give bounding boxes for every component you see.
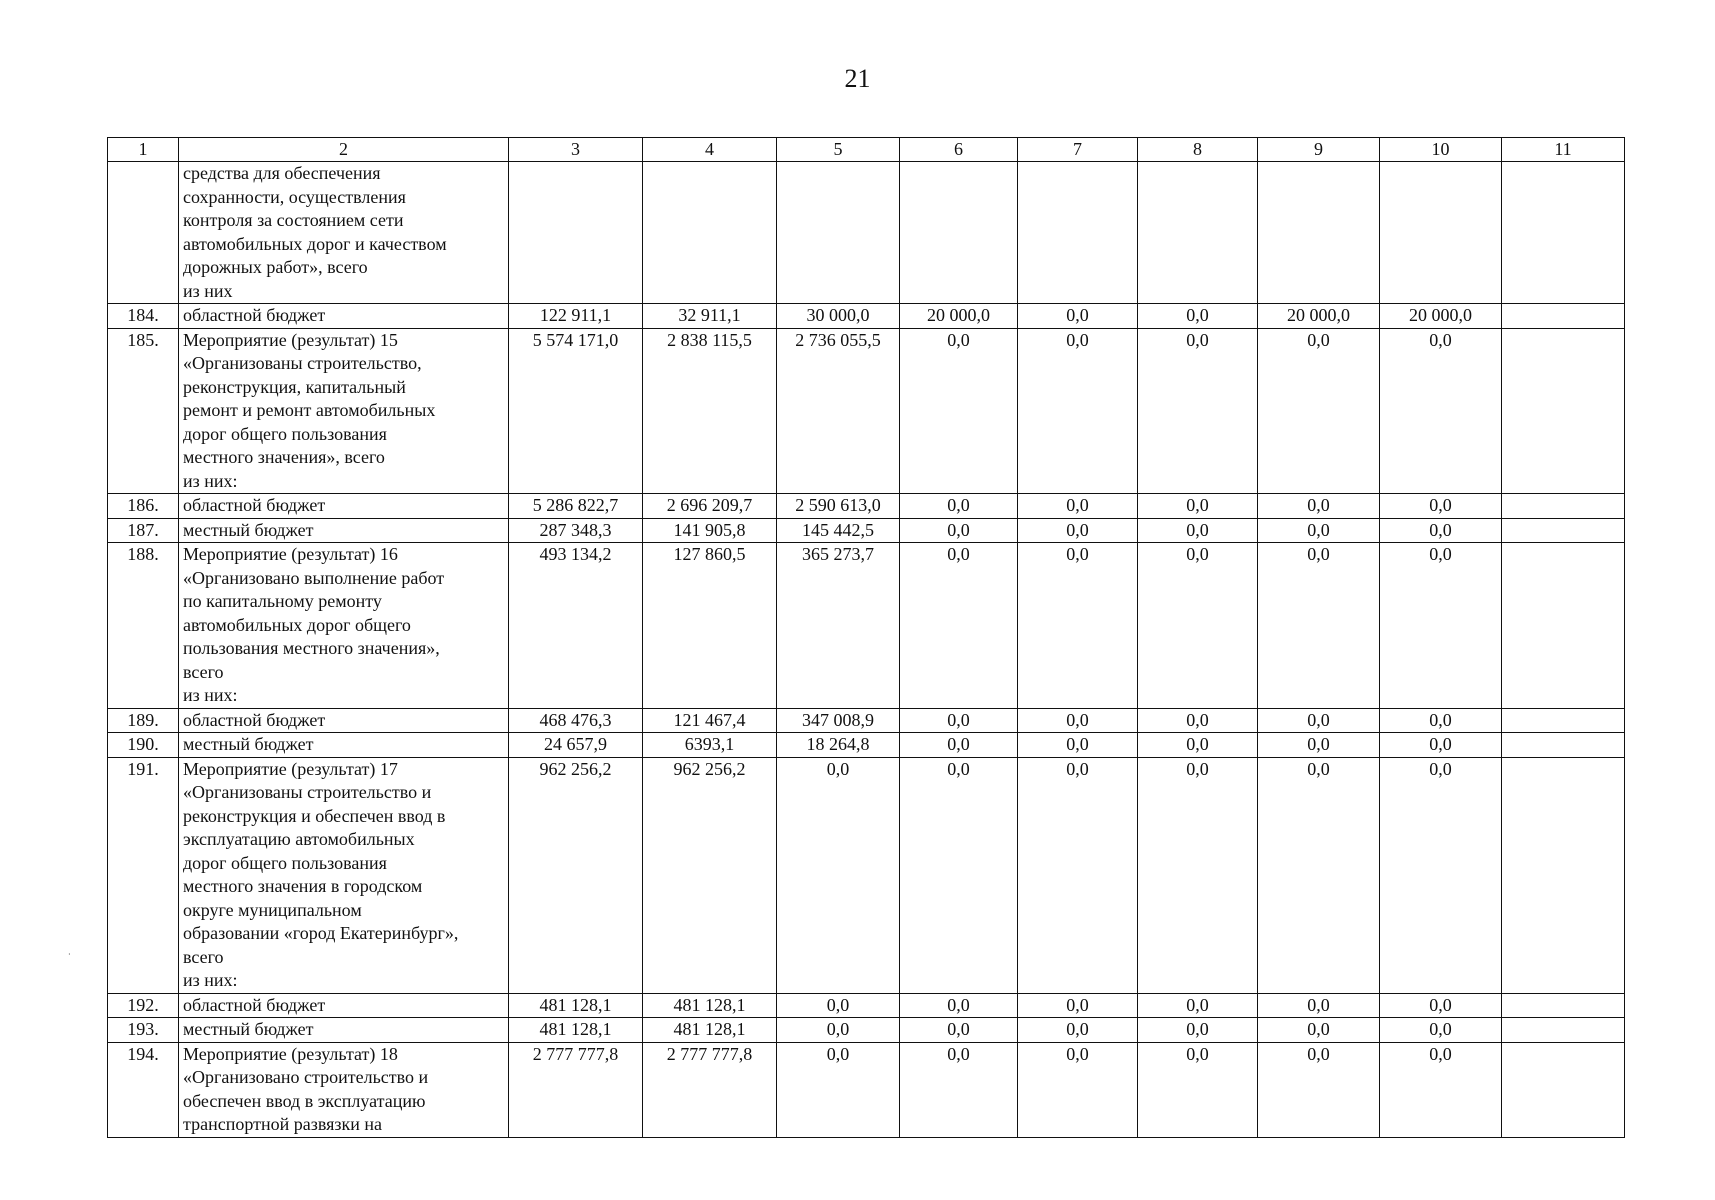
value-cell: 0,0 (1258, 757, 1380, 993)
description-line: округе муниципальном (183, 899, 362, 920)
value-cell: 0,0 (900, 543, 1018, 709)
value-cell: 0,0 (777, 1042, 900, 1137)
value-cell: 20 000,0 (900, 304, 1018, 329)
value-cell: 0,0 (1380, 733, 1502, 758)
value-cell (1502, 757, 1625, 993)
value-cell: 5 574 171,0 (509, 328, 643, 494)
value-cell: 962 256,2 (509, 757, 643, 993)
table-row (108, 543, 1625, 709)
value-cell: 0,0 (1380, 1042, 1502, 1137)
value-cell: 0,0 (900, 1018, 1018, 1043)
value-cell (509, 162, 643, 304)
row-number-cell: 185. (108, 328, 179, 494)
value-cell: 468 476,3 (509, 708, 643, 733)
value-cell (1502, 993, 1625, 1018)
description-cell (179, 708, 509, 733)
value-cell (1502, 162, 1625, 304)
value-cell: 0,0 (1258, 733, 1380, 758)
header-cell: 10 (1380, 138, 1502, 162)
value-cell: 0,0 (1258, 1042, 1380, 1137)
value-cell: 141 905,8 (643, 518, 777, 543)
value-cell (1502, 1018, 1625, 1043)
value-cell (1502, 328, 1625, 494)
description-line: из них: (183, 685, 238, 705)
value-cell: 0,0 (1138, 757, 1258, 993)
value-cell (1380, 162, 1502, 304)
value-cell (1502, 518, 1625, 543)
value-cell: 0,0 (900, 1042, 1018, 1137)
header-cell: 4 (643, 138, 777, 162)
table-row (108, 708, 1625, 733)
value-cell: 0,0 (1258, 708, 1380, 733)
description-line: средства для обеспечения (183, 163, 381, 183)
value-cell: 0,0 (1138, 518, 1258, 543)
description-cell (179, 543, 509, 709)
value-cell: 0,0 (1018, 543, 1138, 709)
row-number-cell: 193. (108, 1018, 179, 1043)
table-row (108, 518, 1625, 543)
description-line: областной бюджет (183, 994, 326, 1015)
description-line: «Организованы строительство, (183, 353, 422, 373)
value-cell: 481 128,1 (643, 1018, 777, 1043)
description-line: «Организовано выполнение работ (183, 567, 445, 588)
value-cell: 0,0 (1258, 494, 1380, 519)
description-line: образовании «город Екатеринбург», (183, 923, 459, 943)
budget-table (107, 137, 1625, 1138)
value-cell: 32 911,1 (643, 304, 777, 329)
row-number-cell (108, 162, 179, 304)
table-row (108, 162, 1625, 304)
value-cell: 2 777 777,8 (643, 1042, 777, 1137)
value-cell: 0,0 (1380, 543, 1502, 709)
table-row (108, 304, 1625, 329)
description-line: местного значения», всего (183, 447, 385, 467)
value-cell: 18 264,8 (777, 733, 900, 758)
table-row (108, 1018, 1625, 1043)
table-row (108, 1042, 1625, 1137)
description-line: Мероприятие (результат) 15 (183, 329, 398, 350)
value-cell: 493 134,2 (509, 543, 643, 709)
value-cell: 5 286 822,7 (509, 494, 643, 519)
value-cell: 0,0 (1018, 1018, 1138, 1043)
description-line: всего (183, 661, 224, 682)
row-number-cell: 186. (108, 494, 179, 519)
value-cell (1502, 733, 1625, 758)
value-cell (643, 162, 777, 304)
description-line: пользования местного значения», (183, 638, 440, 658)
description-line: «Организовано строительство и (183, 1067, 429, 1087)
row-number-cell: 194. (108, 1042, 179, 1137)
description-cell (179, 494, 509, 519)
table-row (108, 993, 1625, 1018)
value-cell: 0,0 (1138, 708, 1258, 733)
description-line: местного значения в городском (183, 876, 423, 896)
value-cell: 0,0 (777, 993, 900, 1018)
description-line: Мероприятие (результат) 16 (183, 544, 398, 564)
description-line: «Организованы строительство и (183, 782, 432, 802)
description-line: из них: (183, 470, 238, 491)
value-cell: 0,0 (900, 757, 1018, 993)
value-cell: 0,0 (1138, 494, 1258, 519)
row-number-cell: 187. (108, 518, 179, 543)
value-cell (1258, 162, 1380, 304)
value-cell: 962 256,2 (643, 757, 777, 993)
value-cell (1502, 1042, 1625, 1137)
value-cell: 481 128,1 (509, 993, 643, 1018)
row-number-cell: 189. (108, 708, 179, 733)
value-cell (1502, 304, 1625, 329)
description-line: транспортной развязки на (183, 1114, 382, 1134)
description-cell (179, 518, 509, 543)
value-cell: 0,0 (1018, 518, 1138, 543)
value-cell: 121 467,4 (643, 708, 777, 733)
description-line: областной бюджет (183, 305, 326, 325)
value-cell: 0,0 (1380, 1018, 1502, 1043)
value-cell: 0,0 (1380, 518, 1502, 543)
value-cell: 0,0 (1258, 1018, 1380, 1043)
value-cell: 0,0 (900, 328, 1018, 494)
value-cell (1018, 162, 1138, 304)
description-line: автомобильных дорог общего (183, 614, 411, 635)
value-cell: 0,0 (1138, 1042, 1258, 1137)
description-cell (179, 993, 509, 1018)
value-cell: 0,0 (777, 1018, 900, 1043)
value-cell: 0,0 (1258, 993, 1380, 1018)
description-cell (179, 304, 509, 329)
description-cell (179, 1042, 509, 1137)
value-cell: 0,0 (1138, 328, 1258, 494)
header-cell: 6 (900, 138, 1018, 162)
description-cell (179, 757, 509, 993)
value-cell: 0,0 (1258, 518, 1380, 543)
value-cell: 122 911,1 (509, 304, 643, 329)
row-number-cell: 191. (108, 757, 179, 993)
value-cell: 127 860,5 (643, 543, 777, 709)
description-line: автомобильных дорог и качеством (183, 233, 447, 254)
value-cell: 481 128,1 (509, 1018, 643, 1043)
value-cell (1138, 162, 1258, 304)
value-cell: 0,0 (1018, 757, 1138, 993)
description-line: всего (183, 946, 224, 967)
description-cell (179, 162, 509, 304)
value-cell: 0,0 (1380, 708, 1502, 733)
description-line: местный бюджет (183, 1019, 314, 1039)
header-cell: 11 (1502, 138, 1625, 162)
value-cell (1502, 708, 1625, 733)
value-cell: 0,0 (900, 518, 1018, 543)
value-cell: 2 777 777,8 (509, 1042, 643, 1137)
description-line: по капитальному ремонту (183, 591, 382, 611)
value-cell: 0,0 (1018, 733, 1138, 758)
value-cell: 0,0 (1138, 1018, 1258, 1043)
value-cell: 0,0 (1380, 993, 1502, 1018)
table-row (108, 733, 1625, 758)
value-cell: 0,0 (777, 757, 900, 993)
row-number-cell: 188. (108, 543, 179, 709)
description-line: контроля за состоянием сети (183, 210, 404, 230)
value-cell: 0,0 (1018, 494, 1138, 519)
description-line: Мероприятие (результат) 18 (183, 1043, 398, 1064)
value-cell: 2 696 209,7 (643, 494, 777, 519)
value-cell (777, 162, 900, 304)
value-cell: 0,0 (1018, 1042, 1138, 1137)
value-cell: 20 000,0 (1258, 304, 1380, 329)
value-cell: 0,0 (1018, 993, 1138, 1018)
table-row (108, 757, 1625, 993)
value-cell: 0,0 (900, 708, 1018, 733)
description-line: дорог общего пользования (183, 852, 387, 873)
column-number-header (108, 138, 1625, 162)
value-cell: 0,0 (1380, 494, 1502, 519)
value-cell (1502, 494, 1625, 519)
description-line: эксплуатацию автомобильных (183, 829, 415, 849)
description-line: реконструкция, капитальный (183, 376, 406, 397)
description-line: дорог общего пользования (183, 423, 387, 444)
description-line: областной бюджет (183, 495, 326, 515)
row-number-cell: 184. (108, 304, 179, 329)
value-cell (1502, 543, 1625, 709)
table-row (108, 328, 1625, 494)
value-cell: 0,0 (1138, 733, 1258, 758)
row-number-cell: 190. (108, 733, 179, 758)
value-cell (900, 162, 1018, 304)
value-cell: 145 442,5 (777, 518, 900, 543)
value-cell: 2 838 115,5 (643, 328, 777, 494)
value-cell: 0,0 (1258, 328, 1380, 494)
value-cell: 20 000,0 (1380, 304, 1502, 329)
description-line: ремонт и ремонт автомобильных (183, 400, 436, 420)
value-cell: 0,0 (1018, 708, 1138, 733)
description-cell (179, 733, 509, 758)
value-cell: 0,0 (900, 733, 1018, 758)
page-number: 21 (844, 64, 871, 93)
scan-mark: · (68, 950, 71, 959)
description-line: местный бюджет (183, 519, 314, 540)
value-cell: 30 000,0 (777, 304, 900, 329)
table-body (108, 162, 1625, 1138)
value-cell: 2 736 055,5 (777, 328, 900, 494)
description-cell (179, 328, 509, 494)
value-cell: 0,0 (1258, 543, 1380, 709)
header-cell: 1 (108, 138, 179, 162)
value-cell: 2 590 613,0 (777, 494, 900, 519)
header-cell: 8 (1138, 138, 1258, 162)
value-cell: 0,0 (1018, 304, 1138, 329)
header-cell: 5 (777, 138, 900, 162)
description-line: реконструкция и обеспечен ввод в (183, 805, 446, 826)
description-line: обеспечен ввод в эксплуатацию (183, 1090, 426, 1111)
value-cell: 365 273,7 (777, 543, 900, 709)
value-cell: 0,0 (1138, 543, 1258, 709)
description-line: местный бюджет (183, 734, 314, 754)
value-cell: 287 348,3 (509, 518, 643, 543)
value-cell: 0,0 (1380, 328, 1502, 494)
description-line: Мероприятие (результат) 17 (183, 758, 398, 779)
value-cell: 0,0 (1138, 304, 1258, 329)
description-cell (179, 1018, 509, 1043)
description-line: областной бюджет (183, 709, 326, 730)
description-line: сохранности, осуществления (183, 186, 406, 207)
value-cell: 347 008,9 (777, 708, 900, 733)
header-cell: 2 (179, 138, 509, 162)
description-line: дорожных работ», всего (183, 257, 368, 277)
header-cell: 3 (509, 138, 643, 162)
value-cell: 0,0 (1018, 328, 1138, 494)
value-cell: 24 657,9 (509, 733, 643, 758)
value-cell: 0,0 (900, 494, 1018, 519)
header-cell: 7 (1018, 138, 1138, 162)
value-cell: 481 128,1 (643, 993, 777, 1018)
header-cell: 9 (1258, 138, 1380, 162)
value-cell: 0,0 (1380, 757, 1502, 993)
description-line: из них: (183, 970, 238, 990)
description-line: из них (183, 280, 233, 301)
value-cell: 6393,1 (643, 733, 777, 758)
table-row (108, 494, 1625, 519)
value-cell: 0,0 (1138, 993, 1258, 1018)
value-cell: 0,0 (900, 993, 1018, 1018)
row-number-cell: 192. (108, 993, 179, 1018)
